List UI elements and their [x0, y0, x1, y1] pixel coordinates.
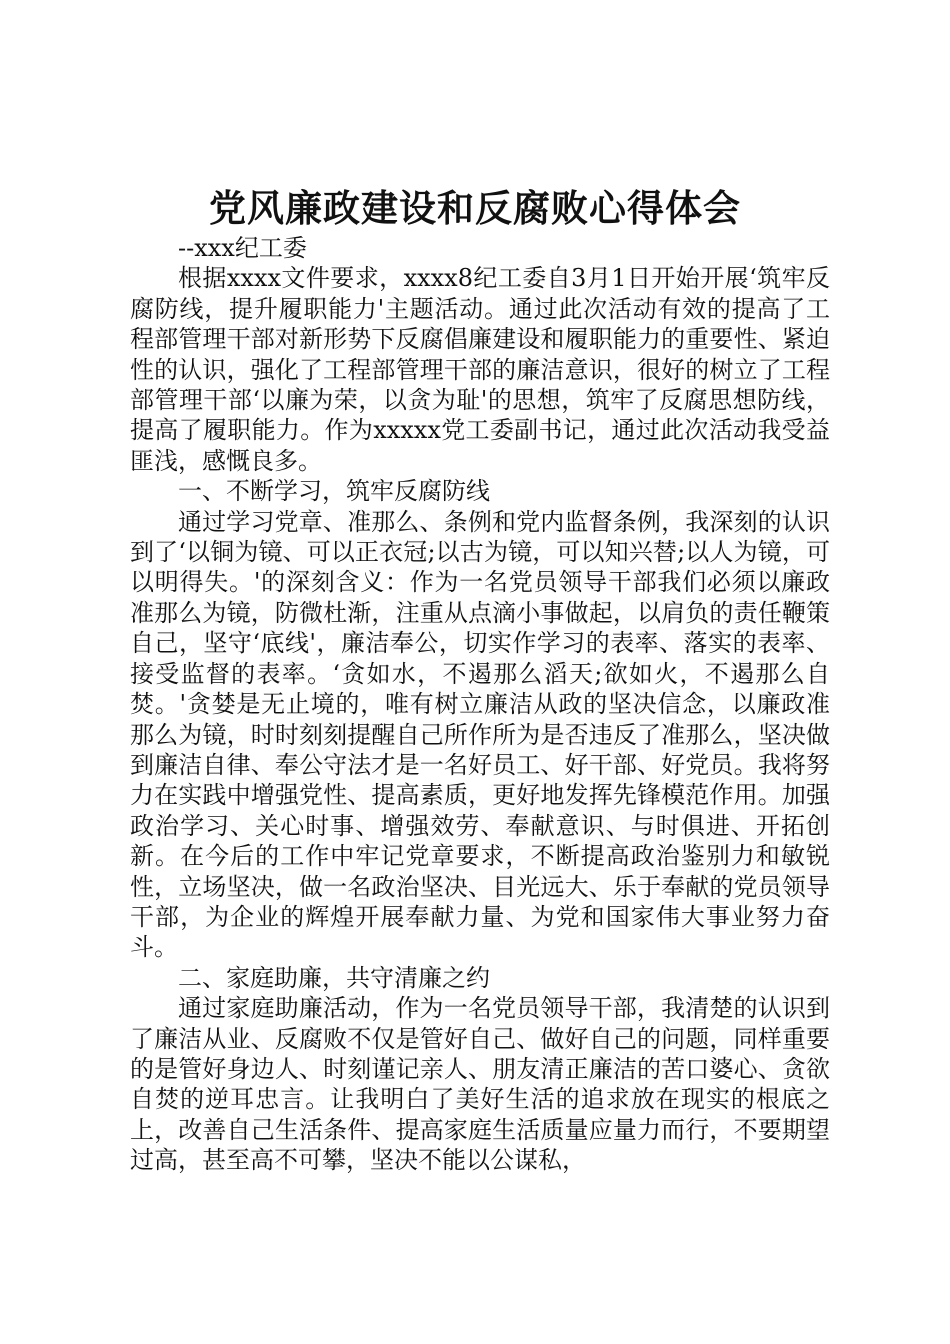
byline: --xxx纪工委 [178, 234, 307, 262]
section-heading-2: 二、家庭助廉，共守清廉之约 [178, 963, 490, 992]
paragraph-section-1: 通过学习党章、准那么、条例和党内监督条例，我深刻的认识到了‘以铜为镜、可以正衣冠;以古为镜，可以知兴替;以人为镜，可以明得失。'的深刻含义：作为一名党员领导干部我们必须以廉政准那么为镜，防微杜渐，注重从点滴小事做起，以肩负的责任鞭策自己，坚守‘底线'，廉洁奉公，切实作学习的表率、落实的表率、接受监督的表率。‘贪如水，不遏那么滔天;欲如火，不遏那么自焚。'贪婪是无止境的，唯有树立廉洁从政的坚决信念，以廉政准那么为镜，时时刻刻提醒自己所作所为是否违反了准那么，坚决做到廉洁自律、奉公守法才是一名好员工、好干部、好党员。我将努力在实践中增强党性、提高素质，更好地发挥先锋模范作用。加强政治学习、关心时事、增强效劳、奉献意识、与时俱进、开拓创新。在今后的工作中牢记党章要求，不断提高政治鉴别力和敏锐性，立场坚决，做一名政治坚决、目光远大、乐于奉献的党员领导干部，为企业的辉煌开展奉献力量、为党和国家伟大事业努力奋斗。 [130, 507, 830, 962]
paragraph-intro: 根据xxxx文件要求，xxxx8纪工委自3月1日开始开展‘筑牢反腐防线，提升履职能力'主题活动。通过此次活动有效的提高了工程部管理干部对新形势下反腐倡廉建设和履职能力的重要性、紧迫性的认识，强化了工程部管理干部的廉洁意识，很好的树立了工程部管理干部‘以廉为荣，以贪为耻'的思想，筑牢了反腐思想防线，提高了履职能力。作为xxxxx党工委副书记，通过此次活动我受益匪浅，感慨良多。 [130, 264, 830, 475]
paragraph-section-2: 通过家庭助廉活动，作为一名党员领导干部，我清楚的认识到了廉洁从业、反腐败不仅是管好自己、做好自己的问题，同样重要的是管好身边人、时刻谨记亲人、朋友清正廉洁的苦口婆心、贪欲自焚的逆耳忠言。让我明白了美好生活的追求放在现实的根底之上，改善自己生活条件、提高家庭生活质量应量力而行，不要期望过高，甚至高不可攀，坚决不能以公谋私， [130, 994, 830, 1175]
section-heading-1: 一、不断学习，筑牢反腐防线 [178, 477, 490, 506]
document-title: 党风廉政建设和反腐败心得体会 [209, 187, 741, 230]
document-body [130, 233, 830, 1176]
